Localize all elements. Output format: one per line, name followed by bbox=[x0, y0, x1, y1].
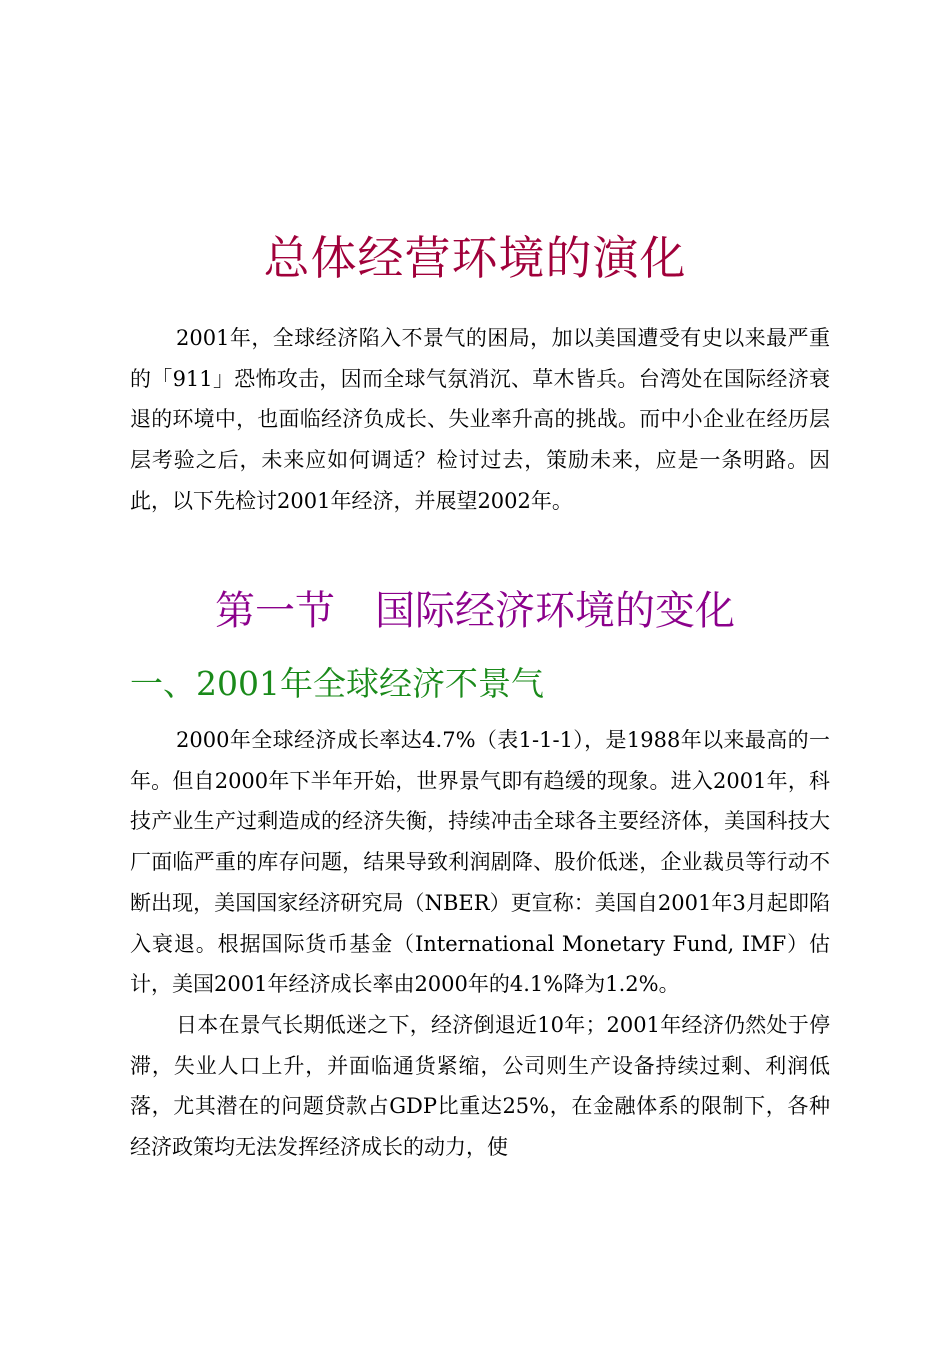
document-title: 总体经营环境的演化 bbox=[263, 231, 687, 285]
subsection-body bbox=[130, 720, 830, 1168]
intro-paragraph: 2001年，全球经济陷入不景气的困局，加以美国遭受有史以来最严重的「911」恐怖攻击，因而全球气氛消沉、草木皆兵。台湾处在国际经济衰退的环境中，也面临经济负成长、失业率升高的挑战。而中小企业在经历层层考验之后，未来应如何调适？检讨过去，策励未来，应是一条明路。因此，以下先检讨2001年经济，并展望2002年。 bbox=[130, 326, 830, 513]
body-paragraph-1: 2000年全球经济成长率达4.7%（表1-1-1），是1988年以来最高的一年。但自2000年下半年开始，世界景气即有趋缓的现象。进入2001年，科技产业生产过剩造成的经济失衡，持续冲击全球各主要经济体，美国科技大厂面临严重的库存问题，结果导致利润剧降、股价低迷，企业裁员等行动不断出现，美国国家经济研究局（NBER）更宣称：美国自2001年3月起即陷入衰退。根据国际货币基金（International Monetary Fund, IMF）估计，美国2001年经济成长率由2000年的4.1%降为1.2%。 bbox=[130, 728, 830, 997]
intro-section bbox=[130, 318, 830, 522]
body-paragraph-2: 日本在景气长期低迷之下，经济倒退近10年；2001年经济仍然处于停滞，失业人口上升，并面临通货紧缩，公司则生产设备持续过剩、利润低落，尤其潜在的问题贷款占GDP比重达25%，在金融体系的限制下，各种经济政策均无法发挥经济成长的动力，使 bbox=[130, 1012, 830, 1160]
section-title: 第一节 国际经济环境的变化 bbox=[215, 588, 735, 634]
subsection-title: 一、2001年全球经济不景气 bbox=[130, 664, 544, 703]
